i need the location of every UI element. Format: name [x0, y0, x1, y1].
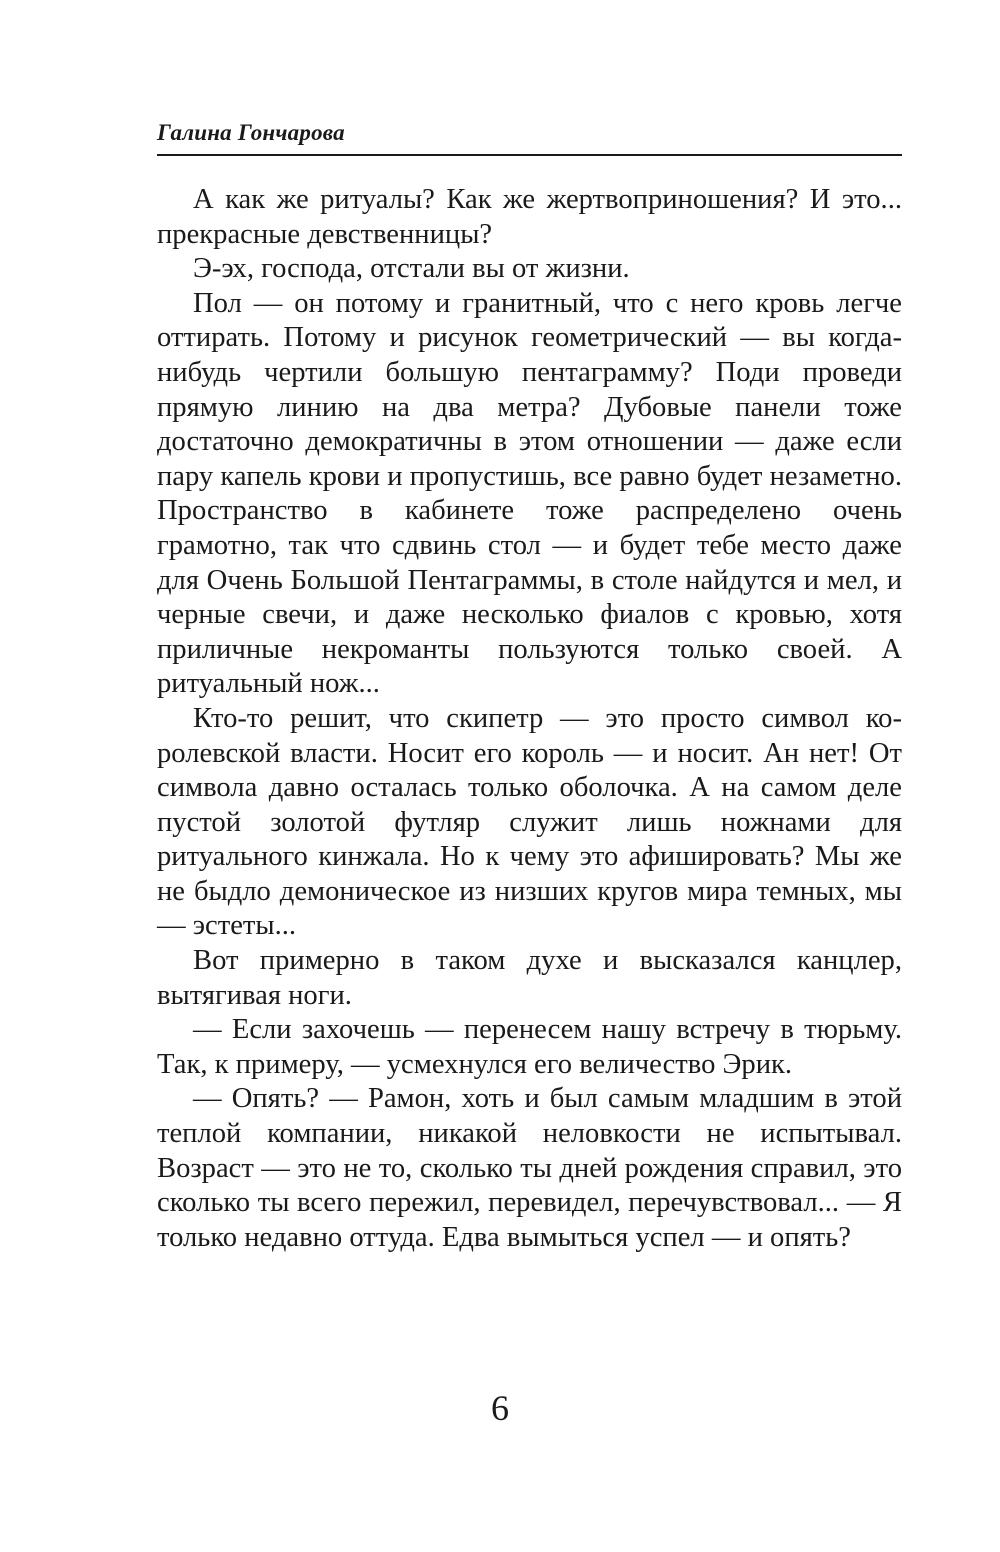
paragraph: Кто-то решит, что скипетр — это просто символ королевской власти. Носит его король — и носит. Ан нет! От символа давно осталась только оболочка. А на самом деле пустой золотой футляр служит лишь ножнами для ритуального кинжала. Но к чему это афишировать? Мы же не быдло демоническое из низших кругов мира темных, мы — эстеты...: [157, 702, 902, 942]
running-head: [157, 118, 902, 156]
paragraph: — Если захочешь — перенесем нашу встречу в тюрьму. Так, к примеру, — усмехнулся его величество Эрик.: [157, 1014, 902, 1080]
paragraph: — Опять? — Рамон, хоть и был самым младшим в этой теплой компании, никакой неловкости не испытывал. Возраст — это не то, сколько ты дней рождения справил, это сколько ты всего пережил, перевидел, перечувствовал... — Я только недавно оттуда. Едва вымыться успел — и опять?: [157, 1083, 902, 1253]
body-text: [157, 183, 902, 1255]
paragraph: Пол — он потому и гранитный, что с него кровь легче оттирать. Потому и рисунок геометрический — вы когда-нибудь чертили большую пентаграмму? Поди проведи прямую линию на два метра? Дубовые панели тоже достаточно демократичны в этом отношении — даже если пару капель крови и пропустишь, все равно будет незаметно. Пространство в кабинете тоже распределено очень грамотно, так что сдвинь стол — и будет тебе место даже для Очень Большой Пентаграммы, в столе найдутся и мел, и черные свечи, и даже несколько фиалов с кровью, хотя приличные некроманты пользуются только своей. А ритуальный нож...: [157, 287, 902, 700]
running-head-author: Галина Гончарова: [157, 120, 345, 145]
page-number: 6: [491, 1388, 509, 1428]
paragraph: Вот примерно в таком духе и высказался канцлер, вытягивая ноги.: [157, 945, 902, 1011]
paragraph: А как же ритуалы? Как же жертвоприношения? И это... прекрасные девственницы?: [157, 184, 902, 250]
paragraph: Э-эх, господа, отстали вы от жизни.: [193, 253, 630, 285]
